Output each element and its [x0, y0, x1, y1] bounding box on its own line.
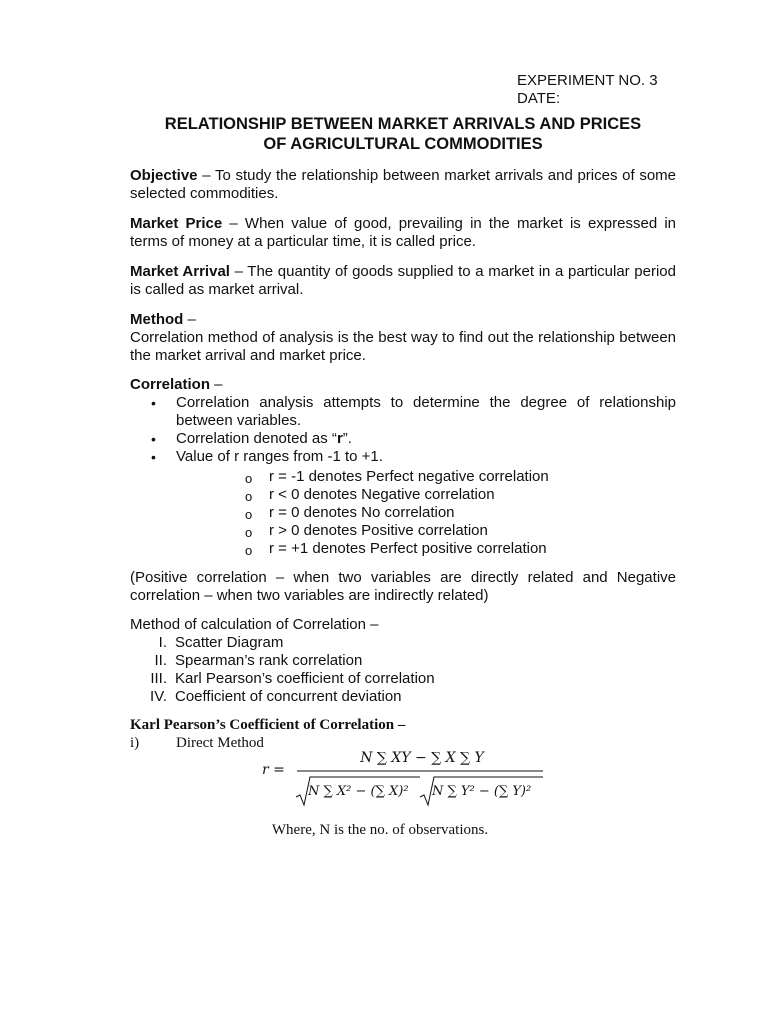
bullet-text: Correlation denoted as “ — [176, 430, 337, 447]
experiment-number: EXPERIMENT NO. 3 — [517, 72, 658, 89]
method-name: Coefficient of concurrent deviation — [175, 688, 402, 705]
correlation-note: (Positive correlation – when two variables are directly related and Negative correlation – when two variables are indirectly related) — [130, 569, 676, 604]
date-label: DATE: — [517, 90, 561, 107]
objective-text: – To study the relationship between market arrivals and prices of some selected commodities. — [130, 167, 676, 202]
method-name: Spearman’s rank correlation — [175, 652, 363, 669]
title-line-1: RELATIONSHIP BETWEEN MARKET ARRIVALS AND PRICES — [164, 115, 642, 133]
roman-numeral: III. — [150, 670, 167, 687]
list-item — [130, 430, 676, 448]
list-item — [130, 670, 435, 688]
symbol-suffix: ”. — [342, 430, 352, 447]
circle-bullet-icon: o — [245, 543, 253, 558]
calc-methods-heading: Method of calculation of Correlation – — [130, 616, 379, 633]
correlation-bullet-list — [130, 394, 676, 466]
experiment-header — [517, 72, 658, 108]
roman-numeral: I. — [158, 634, 167, 651]
market-price-label: Market Price — [130, 215, 223, 232]
roman-numeral: IV. — [150, 688, 167, 705]
market-price-paragraph — [130, 215, 676, 251]
method-heading — [130, 311, 676, 329]
calc-methods-list — [130, 634, 435, 706]
formula-denominator-left: N ∑ X² − (∑ X)² — [308, 784, 409, 799]
circle-bullet-icon: o — [245, 489, 253, 504]
bullet-text: Correlation analysis attempts to determine the degree of relationship between variables. — [176, 394, 676, 429]
market-price-text: – When value of good, prevailing in the market is expressed in terms of money at a particular time, it is called price. — [130, 215, 677, 250]
method-name: Scatter Diagram — [175, 634, 284, 651]
method-label: Method — [130, 311, 184, 328]
formula-numerator: N ∑ XY − ∑ X ∑ Y — [360, 750, 484, 766]
direct-method-text: Direct Method — [176, 735, 264, 751]
bullet-text: Value of r ranges from -1 to +1. — [176, 448, 383, 465]
roman-numeral: II. — [154, 652, 167, 669]
karl-pearson-heading: Karl Pearson’s Coefficient of Correlation – — [130, 717, 406, 733]
bullet-icon: • — [151, 449, 156, 465]
where-note: Where, N is the no. of observations. — [271, 822, 489, 838]
list-item — [245, 486, 549, 504]
correlation-range-list — [245, 468, 549, 558]
list-item — [130, 688, 435, 706]
objective-label: Objective — [130, 167, 198, 184]
correlation-heading — [130, 376, 676, 394]
market-arrival-paragraph — [130, 263, 676, 299]
range-text: r = +1 denotes Perfect positive correlation — [269, 540, 547, 557]
range-text: r < 0 denotes Negative correlation — [269, 486, 495, 503]
method-dash: – — [183, 311, 196, 328]
list-item — [130, 394, 676, 430]
method-name: Karl Pearson’s coefficient of correlation — [175, 670, 435, 687]
list-item — [130, 448, 676, 466]
title-line-2: OF AGRICULTURAL COMMODITIES — [263, 135, 543, 153]
method-section — [130, 311, 676, 365]
circle-bullet-icon: o — [245, 525, 253, 540]
direct-method-number: i) — [130, 735, 140, 751]
circle-bullet-icon: o — [245, 471, 253, 486]
list-item — [245, 522, 549, 540]
market-arrival-label: Market Arrival — [130, 263, 230, 280]
range-text: r = -1 denotes Perfect negative correlation — [269, 468, 549, 485]
bullet-icon: • — [151, 431, 156, 447]
formula-denominator-right: N ∑ Y² − (∑ Y)² — [432, 784, 532, 799]
bullet-icon: • — [151, 395, 156, 411]
correlation-dash: – — [210, 376, 223, 393]
range-text: r > 0 denotes Positive correlation — [269, 522, 488, 539]
formula-lhs: r = — [262, 762, 285, 778]
market-arrival-text: – The quantity of goods supplied to a market in a particular period is called as market arrival. — [130, 263, 676, 298]
range-text: r = 0 denotes No correlation — [269, 504, 455, 521]
correlation-label: Correlation — [130, 376, 211, 393]
document-title — [0, 114, 768, 154]
circle-bullet-icon: o — [245, 507, 253, 522]
pearson-formula — [260, 745, 550, 811]
direct-method-label — [130, 734, 264, 752]
objective-paragraph — [130, 167, 676, 203]
list-item — [130, 634, 435, 652]
correlation-symbol: r — [336, 430, 343, 447]
list-item — [245, 540, 549, 558]
method-text: Correlation method of analysis is the best way to find out the relationship between the market arrival and market price. — [130, 329, 676, 364]
list-item — [245, 504, 549, 522]
list-item — [130, 652, 435, 670]
list-item — [245, 468, 549, 486]
